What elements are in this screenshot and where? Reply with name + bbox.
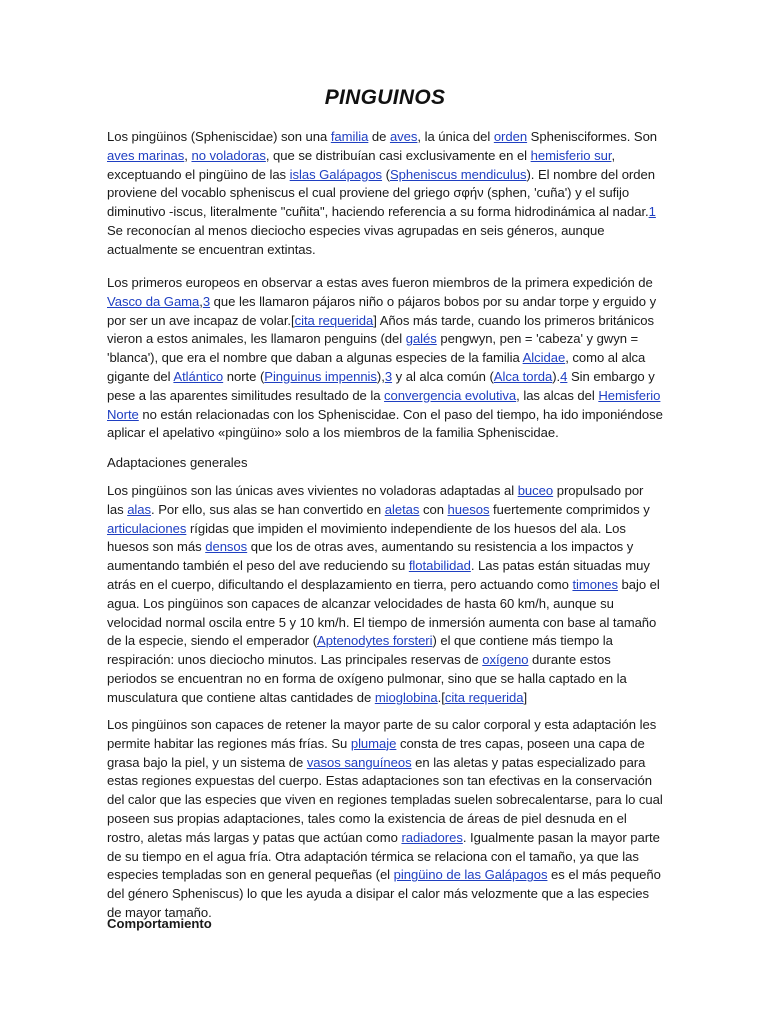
paragraph-text: pengwyn, pen = 'cabeza' y gwyn = 'blanca'), que era el nombre que daban a algunas especies de la familia xyxy=(107,331,639,366)
thermal-paragraph xyxy=(107,716,663,923)
paragraph-text: norte ( xyxy=(223,368,265,384)
inline-link[interactable]: articulaciones xyxy=(107,520,187,536)
inline-link[interactable]: flotabilidad xyxy=(408,558,471,574)
inline-link[interactable]: islas Galápagos xyxy=(289,166,383,182)
inline-link[interactable]: pingüino de las Galápagos xyxy=(393,867,548,883)
paragraph-text: no están relacionadas con los Spheniscidae. Con el paso del tiempo, ha ido imponiéndose aplicar el apelativo «pingüino» solo a los miembros de la familia Spheniscidae. xyxy=(107,406,663,441)
history-paragraph xyxy=(107,274,663,443)
inline-link[interactable]: Hemisferio Norte xyxy=(107,387,661,422)
inline-link[interactable]: aves xyxy=(389,129,418,144)
paragraph-text: Los primeros europeos en observar a estas aves fueron miembros de la primera expedición de xyxy=(107,275,653,290)
inline-link[interactable]: vasos sanguíneos xyxy=(306,754,412,770)
adaptations-paragraph xyxy=(107,482,663,708)
paragraph-text: ), xyxy=(376,368,385,384)
paragraph-text: . Las patas están situadas muy atrás en el cuerpo, dificultando el desplazamiento en tierra, pero actuando como xyxy=(107,558,650,592)
paragraph-text: , que se distribuían casi exclusivamente en el xyxy=(265,147,531,163)
paragraph-text: ). xyxy=(552,368,561,384)
inline-link[interactable]: Spheniscus mendiculus xyxy=(389,166,527,182)
inline-link[interactable]: mioglobina xyxy=(374,689,438,705)
inline-link[interactable]: cita requerida xyxy=(444,689,524,705)
inline-link[interactable]: orden xyxy=(493,129,528,144)
paragraph-text: , xyxy=(199,293,203,309)
section-heading-comportamiento: Comportamiento xyxy=(107,916,212,931)
paragraph-text: , las alcas del xyxy=(516,387,599,403)
inline-link[interactable]: Atlántico xyxy=(173,368,224,384)
inline-link[interactable]: Pinguinus impennis xyxy=(264,368,377,384)
paragraph-text: Sin embargo y pese a las aparentes similitudes resultado de la xyxy=(107,368,655,403)
paragraph-text: Se reconocían al menos dieciocho especies vivas agrupadas en seis géneros, aunque actualmente se encuentran extintas. xyxy=(107,222,605,257)
paragraph-text: , la única del xyxy=(417,129,494,144)
paragraph-text: consta de tres capas, poseen una capa de grasa bajo la piel, y un sistema de xyxy=(107,735,645,770)
page-title: PINGUINOS xyxy=(324,86,446,109)
inline-link[interactable]: galés xyxy=(405,331,437,347)
intro-paragraph xyxy=(107,128,663,260)
inline-link[interactable]: huesos xyxy=(447,501,490,517)
paragraph-text: , como al alca gigante del xyxy=(107,350,646,384)
inline-link[interactable]: aletas xyxy=(384,501,420,517)
paragraph-text: en las aletas y patas especializado para estas regiones expuestas del cuerpo. Estas adaptaciones son tan efectivas en la conservación del calor que las especies que viven en regiones templadas suelen sobrecalentarse, para lo cual poseen sus propias adaptaciones, tales como la existencia de áreas de piel desnuda en el rostro, aletas más largas y patas que actúan como xyxy=(107,754,663,845)
paragraph-text: propulsado por las xyxy=(107,483,644,517)
paragraph-text: de xyxy=(368,129,390,144)
paragraph-text: con xyxy=(419,501,448,517)
section-heading-adaptaciones: Adaptaciones generales xyxy=(107,455,248,470)
inline-link[interactable]: 1 xyxy=(648,204,656,220)
paragraph-text: Sphenisciformes. Son xyxy=(527,129,658,144)
inline-link[interactable]: Alca torda xyxy=(493,368,553,384)
paragraph-text: ] Años más tarde, cuando los primeros británicos vieron a estos animales, les llamaron penguins (del xyxy=(107,312,654,347)
paragraph-text: y al alca común ( xyxy=(392,368,494,384)
inline-link[interactable]: familia xyxy=(330,129,369,144)
inline-link[interactable]: Aptenodytes forsteri xyxy=(317,633,433,649)
paragraph-text: ). El nombre del orden proviene del vocablo spheniscus el cual proviene del griego σφήν (sphen, 'cuña') y el sufijo diminutivo -iscus, literalmente "cuñita", haciendo referencia a su forma hidrodinámica al nadar. xyxy=(107,166,655,220)
paragraph-text: que los de otras aves, aumentando su resistencia a los impactos y aumentando también el peso del ave reduciendo su xyxy=(107,539,634,574)
inline-link[interactable]: 4 xyxy=(560,368,568,384)
paragraph-text: . Por ello, sus alas se han convertido en xyxy=(151,501,385,517)
paragraph-text: bajo el agua. Los pingüinos son capaces de alcanzar velocidades de hasta 60 km/h, aunque su velocidad normal oscila entre 5 y 10 km/h. El tiempo de inmersión aumenta con base al tamaño de la especie, siendo el emperador ( xyxy=(107,576,660,649)
inline-link[interactable]: cita requerida xyxy=(294,312,374,328)
inline-link[interactable]: buceo xyxy=(517,483,554,498)
paragraph-text: Los pingüinos son capaces de retener la mayor parte de su calor corporal y esta adaptación les permite habitar las regiones más frías. Su xyxy=(107,717,657,751)
paragraph-text: , exceptuando el pingüino de las xyxy=(107,147,616,182)
inline-link[interactable]: Alcidae xyxy=(522,350,566,366)
inline-link[interactable]: radiadores xyxy=(401,829,463,845)
paragraph-text: Los pingüinos (Spheniscidae) son una xyxy=(107,129,331,144)
inline-link[interactable]: 3 xyxy=(202,293,211,309)
paragraph-text: que les llamaron pájaros niño o pájaros bobos por su andar torpe y erguido y por ser un ave incapaz de volar.[ xyxy=(107,293,657,328)
inline-link[interactable]: Vasco da Gama xyxy=(107,293,200,309)
paragraph-text: ] xyxy=(523,689,528,705)
paragraph-text: durante estos periodos se encuentran no en forma de oxígeno pulmonar, sino que se halla captado en la musculatura que contiene altas cantidades de xyxy=(107,652,627,705)
inline-link[interactable]: oxígeno xyxy=(482,652,529,668)
paragraph-text: ( xyxy=(382,166,390,182)
inline-link[interactable]: 3 xyxy=(384,368,393,384)
inline-link[interactable]: convergencia evolutiva xyxy=(384,387,517,403)
inline-link[interactable]: densos xyxy=(205,539,248,555)
inline-link[interactable]: aves marinas xyxy=(107,147,185,163)
paragraph-text: fuertemente comprimidos y xyxy=(489,501,650,517)
inline-link[interactable]: timones xyxy=(572,576,618,592)
inline-link[interactable]: alas xyxy=(127,501,152,517)
inline-link[interactable]: hemisferio sur xyxy=(530,147,612,163)
paragraph-text: , xyxy=(184,147,192,163)
paragraph-text: ) el que contiene más tiempo la respiración: unos dieciocho minutos. Las principales reservas de xyxy=(107,633,613,668)
paragraph-text: rígidas que impiden el movimiento independiente de los huesos del ala. Los huesos son más xyxy=(107,520,626,555)
paragraph-text: . Igualmente pasan la mayor parte de su tiempo en el agua fría. Otra adaptación térmica se relaciona con el tamaño, ya que las especies templadas son en general pequeñas (el xyxy=(107,829,660,883)
paragraph-text: es el más pequeño del género Spheniscus) lo que les ayuda a disipar el calor más velozmente que a las especies de mayor tamaño. xyxy=(107,867,661,920)
paragraph-text: Los pingüinos son las únicas aves vivientes no voladoras adaptadas al xyxy=(107,483,518,498)
paragraph-text: .[ xyxy=(437,689,445,705)
inline-link[interactable]: no voladoras xyxy=(191,147,266,163)
inline-link[interactable]: plumaje xyxy=(350,735,397,751)
